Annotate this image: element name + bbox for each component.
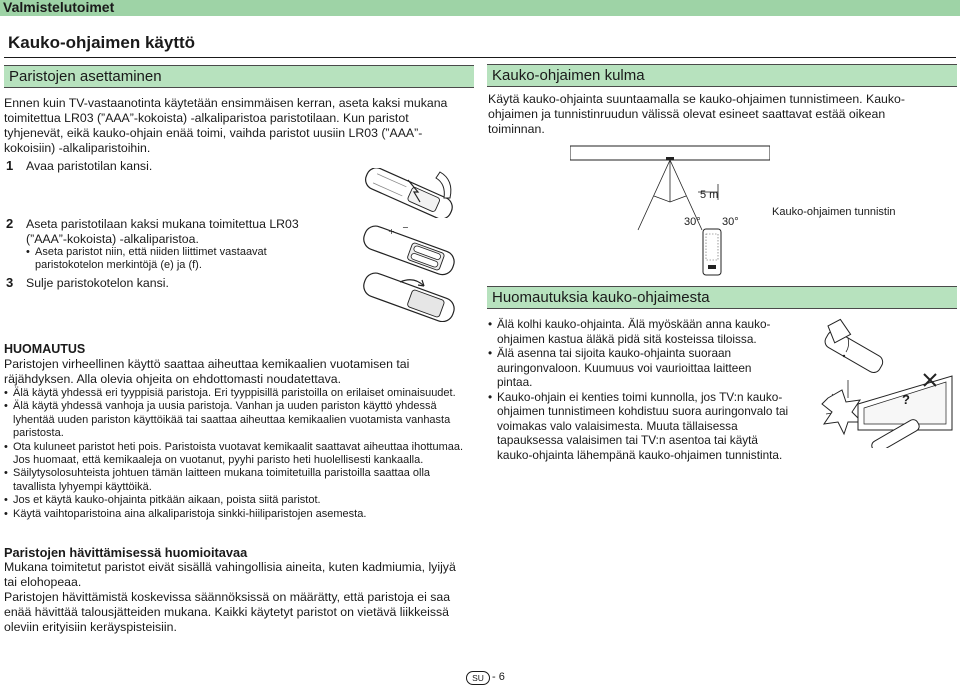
remote-close-cover-illustration	[358, 272, 458, 322]
chapter-label: Valmistelutoimet	[3, 0, 115, 15]
precautions-list	[488, 317, 790, 462]
step-2-text: Aseta paristotilaan kaksi mukana toimitettua LR03 (”AAA”-kokoista) -alkaliparistoa.	[26, 217, 299, 246]
precaution-item: • Älä kolhi kauko-ohjainta. Älä myöskään anna kauko-ohjaimen kastua äläkä pidä sitä kosteissa tiloissa.	[488, 317, 790, 346]
disposal-para-1: Mukana toimitetut paristot eivät sisällä vahingollisia aineita, kuten kadmiumia, lyijyä tai elohopeaa.	[4, 560, 456, 589]
angle-left-label: 30°	[684, 216, 701, 228]
svg-text:+: +	[388, 227, 395, 236]
section-header-precautions	[487, 286, 957, 309]
precaution-item: • Kauko-ohjain ei kenties toimi kunnolla, jos TV:n kauko-ohjaimen tunnistimeen kohdistuu suora auringonvalo tai voimakas valo valaisimesta. Muuta tällaisessa tapauksessa valaisimen tai TV:n asentoa tai käytä kauko-ohjainta lähempänä kauko-ohjaimen tunnistinta.	[488, 390, 790, 463]
chapter-band	[0, 0, 960, 16]
sensor-label: Kauko-ohjaimen tunnistin	[772, 206, 896, 218]
notice-item: • Älä käytä yhdessä vanhoja ja uusia paristoja. Vanhan ja uuden pariston käyttö yhdessä lyhentää uuden pariston käyttöikää tai saattaa aiheuttaa kemikaalien vuotamista vanhasta paristosta.	[4, 400, 470, 440]
section-title-angle: Kauko-ohjaimen kulma	[492, 67, 645, 84]
question-mark: ?	[902, 392, 910, 407]
notice-item: • Säilytysolosuhteista johtuen tämän laitteen mukana toimitetuilla paristoilla saattaa olla tavallista lyhyempi käyttöikä.	[4, 467, 470, 494]
notice-intro: Paristojen virheellinen käyttö saattaa aiheuttaa kemikaalien vuotamisen tai räjähdyksen. Alla olevia ohjeita on ehdottomasti noudatettava.	[4, 357, 410, 386]
step-2-subitem: • Aseta paristot niin, että niiden liittimet vastaavat paristokotelon merkintöjä (e) ja (f).	[26, 246, 326, 273]
step-1-number: 1	[6, 158, 14, 173]
remote-angle-diagram	[570, 144, 770, 284]
remote-insert-batteries-illustration	[358, 220, 458, 280]
distance-label: 5 m	[700, 189, 719, 201]
batteries-intro: Ennen kuin TV-vastaanotinta käytetään ensimmäisen kerran, aseta kaksi mukana toimitettua LR03 (”AAA”-kokoista) -alkaliparistoa paristotilaan. Kun paristot tyhjenevät, eikä kauko-ohjain enää toimi, vaihda paristot uusiin LR03 (”AAA”-kokoisiin) -alkaliparistoihin.	[4, 96, 448, 155]
svg-text:−: −	[402, 223, 409, 232]
angle-text: Käytä kauko-ohjainta suuntaamalla se kauko-ohjaimen tunnistimeen. Kauko-ohjaimen ja tunnistinruudun välissä olevat esineet saattavat estää oikean toiminnan.	[488, 92, 905, 136]
notice-item: • Käytä vaihtoparistoina aina alkaliparistoja sinkki-hiiliparistojen asemesta.	[4, 508, 470, 521]
section-header-angle	[487, 64, 957, 87]
section-header-batteries	[4, 65, 474, 88]
section-title-batteries: Paristojen asettaminen	[9, 68, 162, 85]
step-3-number: 3	[6, 275, 14, 290]
remote-open-cover-illustration	[358, 168, 458, 218]
page-number: - 6	[492, 671, 505, 683]
disposal-title: Paristojen hävittämisessä huomioitavaa	[4, 545, 248, 560]
step-3-text: Sulje paristokotelon kansi.	[26, 276, 169, 290]
page-title: Kauko-ohjaimen käyttö	[8, 33, 196, 52]
step-2-subitems	[26, 246, 326, 273]
disposal-para-2: Paristojen hävittämistä koskevissa säännöksissä on määrätty, että paristoja ei saa enää hävittää talousjätteiden mukana. Kaikki käytetyt paristot on vietävä liikkeissä oleviin erityisiin keräyspisteisiin.	[4, 590, 451, 634]
language-badge: SU	[466, 671, 490, 685]
step-1-text: Avaa paristotilan kansi.	[26, 159, 153, 173]
section-title-precautions: Huomautuksia kauko-ohjaimesta	[492, 289, 710, 306]
notice-list	[4, 387, 470, 521]
tv-sunlight-illustration	[812, 368, 960, 448]
notice-item: • Jos et käytä kauko-ohjainta pitkään aikaan, poista siitä paristot.	[4, 494, 470, 507]
precaution-item: • Älä asenna tai sijoita kauko-ohjainta suoraan auringonvaloon. Kuumuus voi vaurioittaa laitteen pintaa.	[488, 346, 790, 390]
notice-item: • Älä käytä yhdessä eri tyyppisiä paristoja. Eri tyyppisillä paristoilla on erilaiset ominaisuudet.	[4, 387, 470, 400]
notice-item: • Ota kuluneet paristot heti pois. Paristoista vuotavat kemikaalit saattavat aiheuttaa ihottumaa. Jos huomaat, että kemikaaleja on vuotanut, pyyhi paristo heti huolellisesti kankaalla.	[4, 441, 470, 468]
step-2-number: 2	[6, 216, 14, 231]
angle-right-label: 30°	[722, 216, 739, 228]
notice-title: HUOMAUTUS	[4, 342, 86, 356]
title-divider	[4, 57, 956, 58]
